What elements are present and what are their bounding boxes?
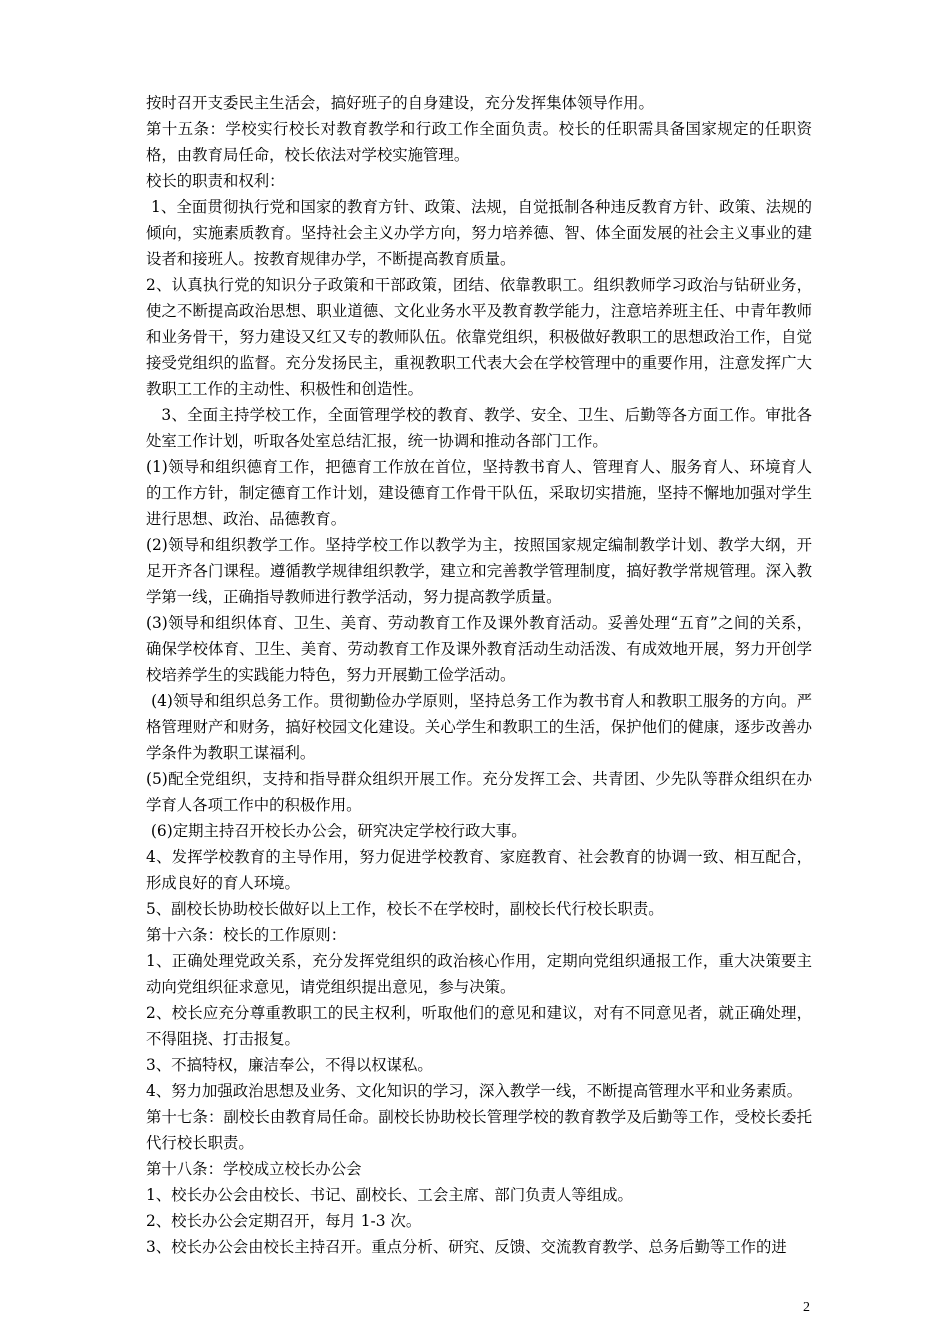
paragraph: (2)领导和组织教学工作。坚持学校工作以教学为主，按照国家规定编制教学计划、教学大纲，开足开齐各门课程。遵循教学规律组织教学，建立和完善教学管理制度，搞好教学常规管理。深入教学第一线，正确指导教师进行教学活动，努力提高教学质量。 [146, 536, 812, 606]
paragraph: 4、发挥学校教育的主导作用，努力促进学校教育、家庭教育、社会教育的协调一致、相互配合，形成良好的育人环境。 [146, 848, 812, 892]
document-body [146, 90, 812, 1260]
paragraph: (5)配全党组织，支持和指导群众组织开展工作。充分发挥工会、共青团、少先队等群众组织在办学育人各项工作中的积极作用。 [146, 770, 812, 814]
paragraph: 1、全面贯彻执行党和国家的教育方针、政策、法规，自觉抵制各种违反教育方针、政策、法规的倾向，实施素质教育。坚持社会主义办学方向，努力培养德、智、体全面发展的社会主义事业的建设者和接班人。按教育规律办学，不断提高教育质量。 [146, 198, 812, 268]
paragraph: 1、校长办公会由校长、书记、副校长、工会主席、部门负责人等组成。 [146, 1186, 633, 1204]
paragraph: 3、校长办公会由校长主持召开。重点分析、研究、反馈、交流教育教学、总务后勤等工作的进 [146, 1238, 787, 1256]
article-15-paragraph: 第十五条：学校实行校长对教育教学和行政工作全面负责。校长的任职需具备国家规定的任职资格，由教育局任命，校长依法对学校实施管理。 [146, 120, 812, 164]
article-17-paragraph: 第十七条：副校长由教育局任命。副校长协助校长管理学校的教育教学及后勤等工作，受校长委托代行校长职责。 [146, 1108, 812, 1152]
paragraph: (4)领导和组织总务工作。贯彻勤俭办学原则，坚持总务工作为教书育人和教职工服务的方向。严格管理财产和财务，搞好校园文化建设。关心学生和教职工的生活，保护他们的健康，逐步改善办学条件为教职工谋福利。 [146, 692, 812, 762]
paragraph: 4、努力加强政治思想及业务、文化知识的学习，深入教学一线，不断提高管理水平和业务素质。 [146, 1082, 803, 1100]
paragraph: 2、认真执行党的知识分子政策和干部政策，团结、依靠教职工。组织教师学习政治与钻研业务，使之不断提高政治思想、职业道德、文化业务水平及教育教学能力，注意培养班主任、中青年教师和业务骨干，努力建设又红又专的教师队伍。依靠党组织，积极做好教职工的思想政治工作，自觉接受党组织的监督。充分发扬民主，重视教职工代表大会在学校管理中的重要作用，注意发挥广大教职工工作的主动性、积极性和创造性。 [146, 276, 812, 398]
article-18-heading: 第十八条：学校成立校长办公会 [146, 1160, 362, 1178]
paragraph: 5、副校长协助校长做好以上工作，校长不在学校时，副校长代行校长职责。 [146, 900, 664, 918]
paragraph: (6)定期主持召开校长办公会，研究决定学校行政大事。 [146, 822, 527, 840]
paragraph: (1)领导和组织德育工作，把德育工作放在首位，坚持教书育人、管理育人、服务育人、环境育人的工作方针，制定德育工作计划，建设德育工作骨干队伍，采取切实措施，坚持不懈地加强对学生进行思想、政治、品德教育。 [146, 458, 812, 528]
section-heading: 校长的职责和权利： [146, 172, 285, 190]
page-number: 2 [803, 1300, 810, 1315]
paragraph: 3、不搞特权，廉洁奉公，不得以权谋私。 [146, 1056, 433, 1074]
paragraph: 按时召开支委民主生活会，搞好班子的自身建设，充分发挥集体领导作用。 [146, 94, 654, 112]
paragraph: (3)领导和组织体育、卫生、美育、劳动教育工作及课外教育活动。妥善处理“五育”之间的关系，确保学校体育、卫生、美育、劳动教育工作及课外教育活动生动活泼、有成效地开展，努力开创学校培养学生的实践能力特色，努力开展勤工俭学活动。 [146, 614, 812, 684]
paragraph: 2、校长办公会定期召开，每月 1-3 次。 [146, 1212, 422, 1230]
paragraph: 3、全面主持学校工作，全面管理学校的教育、教学、安全、卫生、后勤等各方面工作。审批各处室工作计划，听取各处室总结汇报，统一协调和推动各部门工作。 [146, 406, 812, 450]
article-16-heading: 第十六条：校长的工作原则： [146, 926, 347, 944]
paragraph: 1、正确处理党政关系，充分发挥党组织的政治核心作用，定期向党组织通报工作，重大决策要主动向党组织征求意见，请党组织提出意见，参与决策。 [146, 952, 812, 996]
paragraph: 2、校长应充分尊重教职工的民主权利，听取他们的意见和建议，对有不同意见者，就正确处理，不得阻挠、打击报复。 [146, 1004, 812, 1048]
